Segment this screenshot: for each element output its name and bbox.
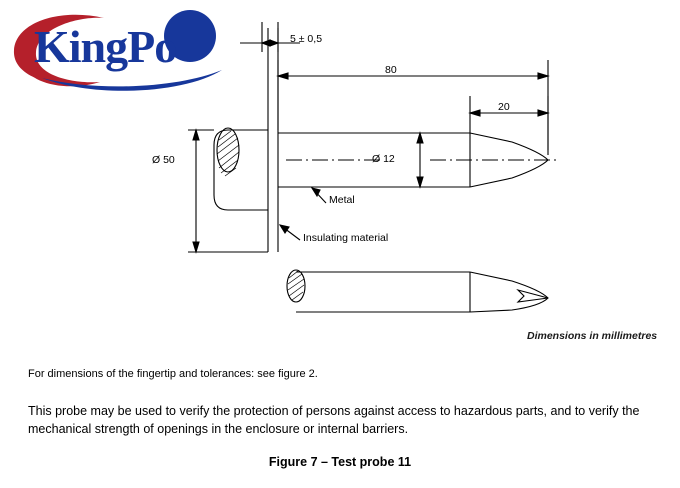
- logo-wordmark-king: King: [34, 21, 128, 72]
- label-metal: Metal: [329, 194, 355, 206]
- dia50-arrow-top: [193, 130, 199, 140]
- dia50-arrow-bottom: [193, 242, 199, 252]
- dimensions-unit-note: Dimensions in millimetres: [527, 330, 658, 342]
- gap-arrowhead-left: [270, 40, 278, 46]
- label-gap-dimension: 5 ± 0,5: [290, 33, 323, 45]
- view2-tip-cone: [470, 272, 548, 312]
- len20-arrow-left: [470, 110, 480, 116]
- label-length-80: 80: [385, 64, 397, 76]
- view2-hatching: [288, 271, 304, 300]
- probe-purpose-note: This probe may be used to verify the protection of persons against access to hazardous parts, and to verify the mechanical strength of openings in the enclosure or internal barriers.: [28, 404, 640, 436]
- label-insulating-material: Insulating material: [303, 232, 389, 244]
- dia12-arrow-bottom: [417, 177, 423, 187]
- logo-wordmark-po: Po: [127, 21, 177, 72]
- len20-arrow-right: [538, 110, 548, 116]
- figure-caption: Figure 7 – Test probe 11: [268, 455, 412, 469]
- gap-arrowhead-right: [262, 40, 270, 46]
- label-rod-diameter: Ø 12: [372, 153, 395, 165]
- label-tip-length-20: 20: [498, 101, 510, 113]
- flange-end-ellipse: [217, 128, 239, 172]
- dia12-arrow-top: [417, 133, 423, 143]
- flange-outline: [214, 130, 268, 210]
- len80-arrow-left: [278, 73, 288, 79]
- label-flange-diameter: Ø 50: [152, 154, 175, 166]
- insulating-leader-arrow: [280, 225, 289, 233]
- view2-tip-notch: [518, 290, 548, 302]
- len80-arrow-right: [538, 73, 548, 79]
- flange-hatching: [217, 131, 239, 176]
- fingertip-note: For dimensions of the fingertip and tolerances: see figure 2.: [28, 368, 318, 380]
- logo-wordmark: [34, 20, 176, 73]
